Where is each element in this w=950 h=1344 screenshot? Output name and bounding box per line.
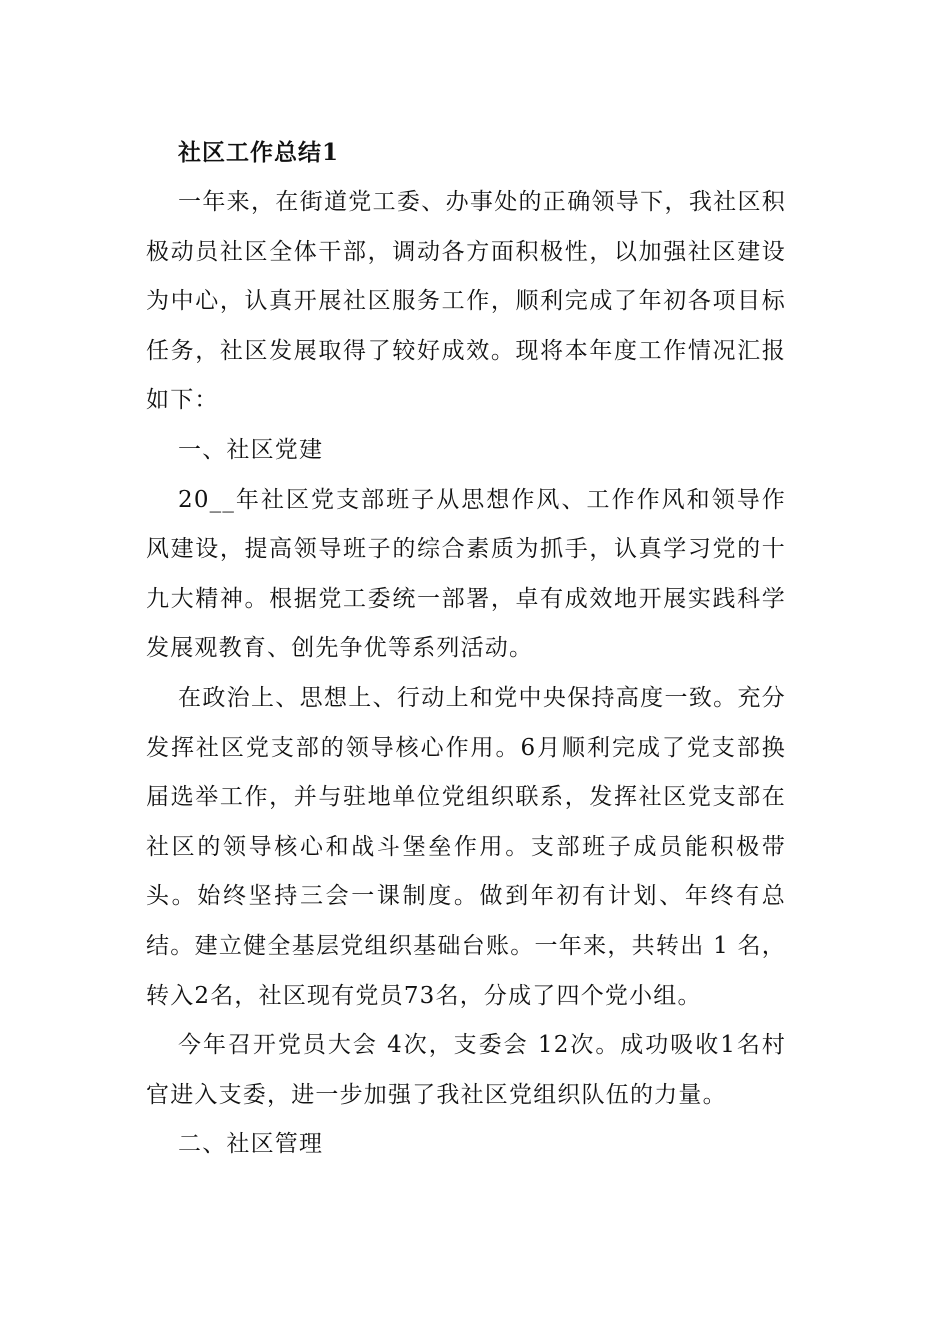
paragraph-meetings: 今年召开党员大会 4次，支委会 12次。成功吸收1名村官进入支委，进一步加强了我社区党组织队伍的力量。 [146,1032,786,1108]
document-body [146,128,786,1170]
paragraph-intro: 一年来，在街道党工委、办事处的正确领导下，我社区积极动员社区全体干部，调动各方面积极性，以加强社区建设为中心，认真开展社区服务工作，顺利完成了年初各项目标任务，社区发展取得了较好成效。现将本年度工作情况汇报如下： [146,189,786,414]
paragraph-political-alignment: 在政治上、思想上、行动上和党中央保持高度一致。充分发挥社区党支部的领导核心作用。6月顺利完成了党支部换届选举工作，并与驻地单位党组织联系，发挥社区党支部在社区的领导核心和战斗堡垒作用。支部班子成员能积极带头。始终坚持三会一课制度。做到年初有计划、年终有总结。建立健全基层党组织基础台账。一年来，共转出 1 名，转入2名，社区现有党员73名，分成了四个党小组。 [146,684,786,1009]
section-heading-party-building: 一、社区党建 [178,436,324,463]
paragraph-party-branch: 20__年社区党支部班子从思想作风、工作作风和领导作风建设，提高领导班子的综合素质为抓手，认真学习党的十九大精神。根据党工委统一部署，卓有成效地开展实践科学发展观教育、创先争优等系列活动。 [146,486,786,662]
document-title: 社区工作总结1 [178,139,340,166]
section-heading-community-management: 二、社区管理 [178,1131,324,1158]
